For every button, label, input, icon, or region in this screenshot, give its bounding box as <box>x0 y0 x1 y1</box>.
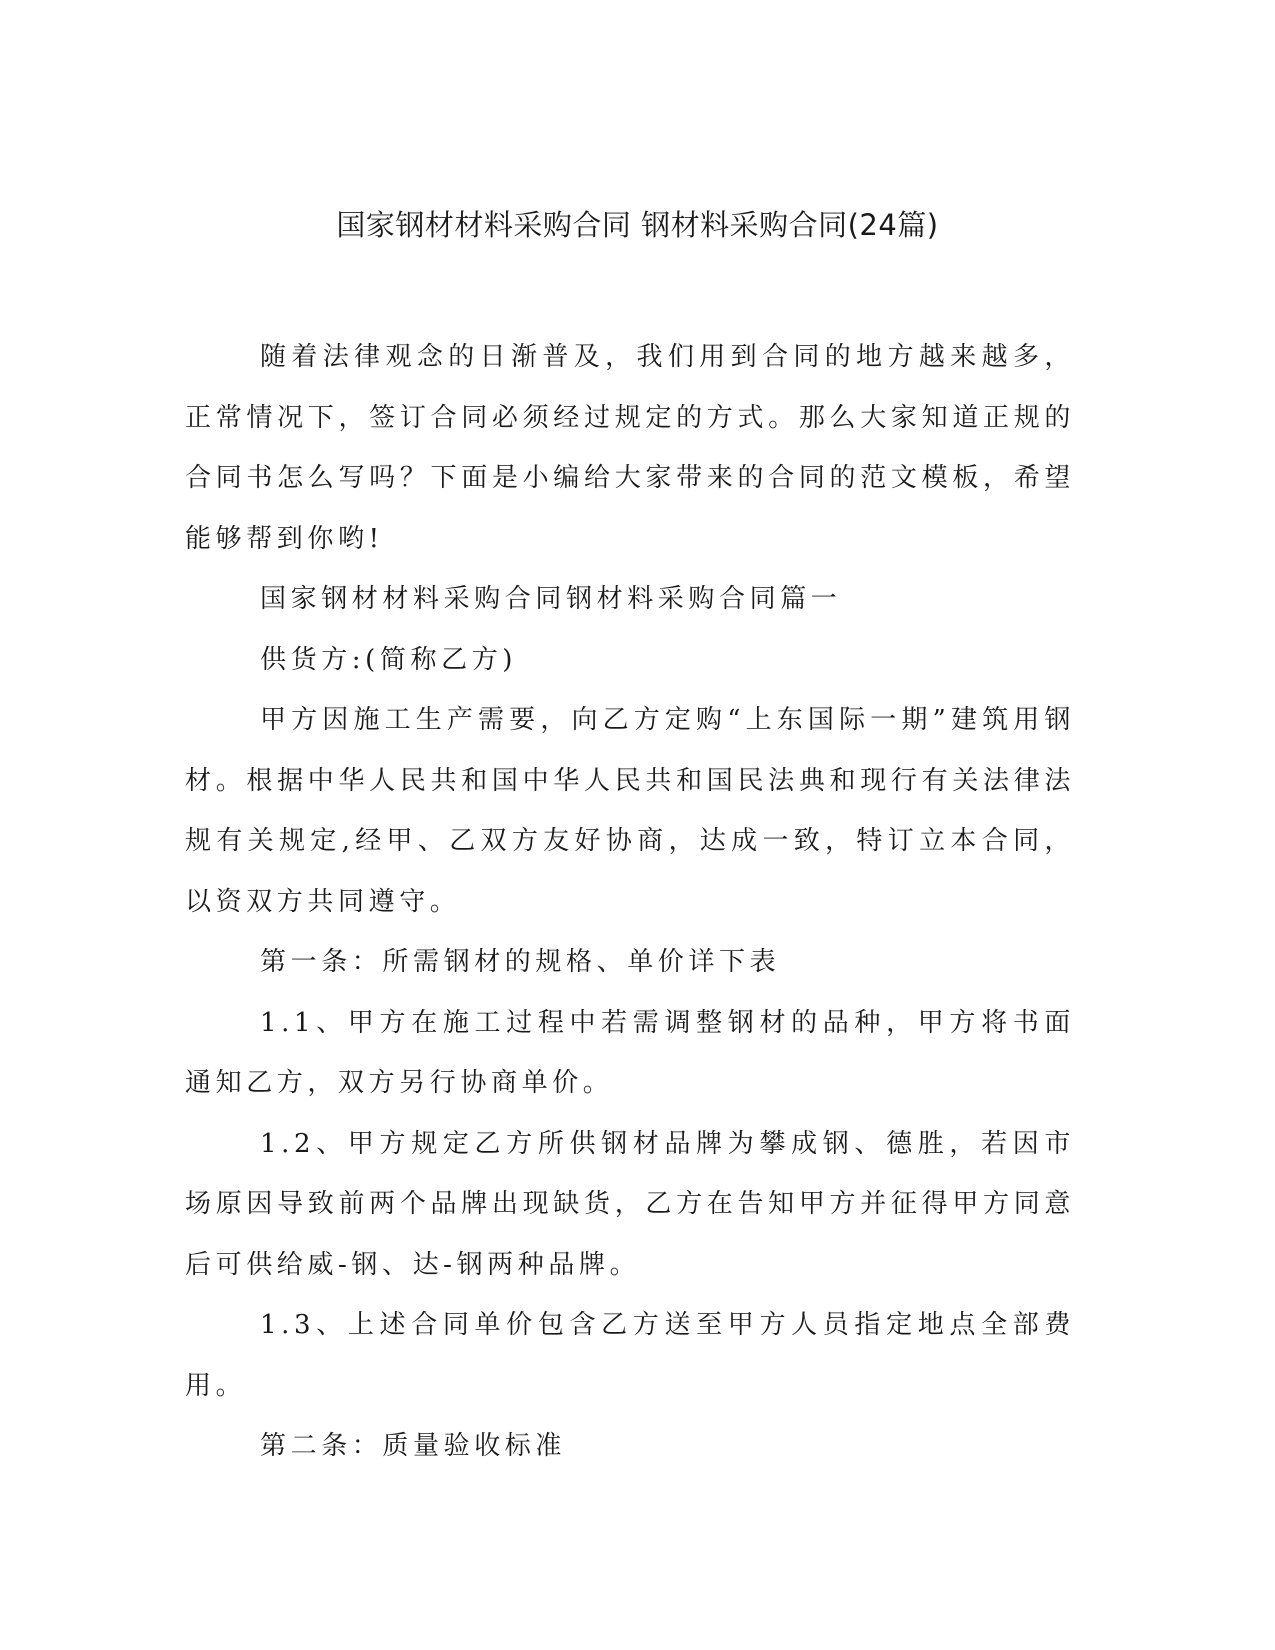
article-1-heading: 第一条：所需钢材的规格、单价详下表 <box>260 947 781 977</box>
clause-1-3: 1.3、上述合同单价包含乙方送至甲方人员指定地点全部费用。 <box>185 1310 1075 1401</box>
document-body <box>185 327 1075 1477</box>
section-heading: 国家钢材材料采购合同钢材料采购合同篇一 <box>260 584 842 614</box>
article-2-heading: 第二条：质量验收标准 <box>260 1431 567 1461</box>
document-title: 国家钢材材料采购合同 钢材料采购合同(24篇) <box>336 208 939 242</box>
supplier-line: 供货方:(简称乙方) <box>260 644 518 675</box>
preamble-paragraph: 甲方因施工生产需要，向乙方定购“上东国际一期”建筑用钢材。根据中华人民共和国中华人民共和国民法典和现行有关法律法规有关规定,经甲、乙双方友好协商，达成一致，特订立本合同，以资双方共同遵守。 <box>185 705 1075 917</box>
clause-1-2: 1.2、甲方规定乙方所供钢材品牌为攀成钢、德胜，若因市场原因导致前两个品牌出现缺货，乙方在告知甲方并征得甲方同意后可供给威-钢、达-钢两种品牌。 <box>185 1128 1075 1280</box>
intro-paragraph: 随着法律观念的日渐普及，我们用到合同的地方越来越多，正常情况下，签订合同必须经过规定的方式。那么大家知道正规的合同书怎么写吗？下面是小编给大家带来的合同的范文模板，希望能够帮到你哟! <box>185 342 1075 554</box>
clause-1-1: 1.1、甲方在施工过程中若需调整钢材的品种，甲方将书面通知乙方，双方另行协商单价。 <box>185 1007 1075 1098</box>
